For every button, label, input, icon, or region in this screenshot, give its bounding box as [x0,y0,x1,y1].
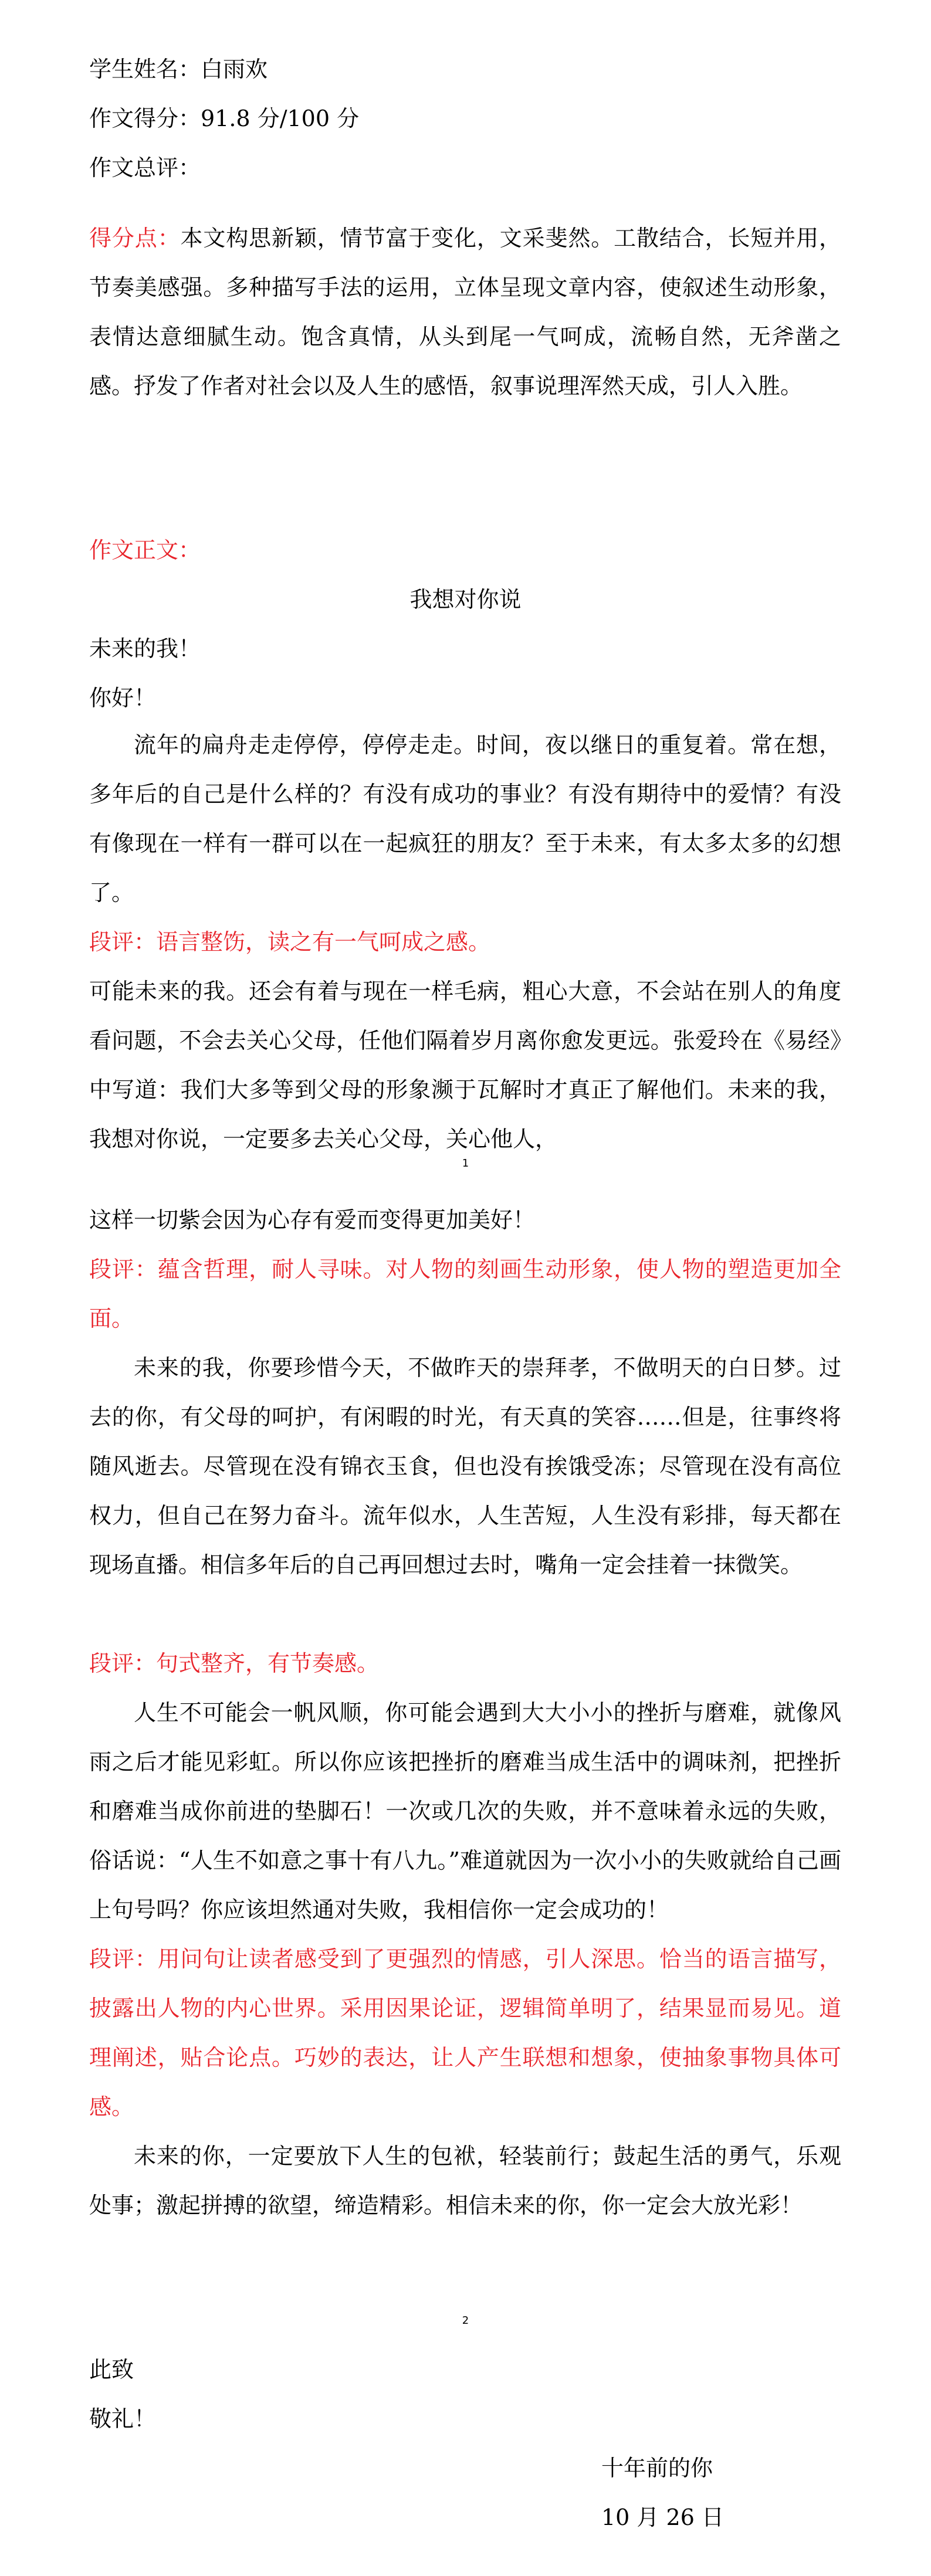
scoring-points-text: 本文构思新颖，情节富于变化，文采斐然。工散结合，长短并用，节奏美感强。多种描写手法的运用，立体呈现文章内容，使叙述生动形象，表情达意细腻生动。饱含真情，从头到尾一气呵成，流畅自然，无斧凿之感。抒发了作者对社会以及人生的感悟，叙事说理浑然天成，引人入胜。 [89,225,841,399]
salutation-hello: 你好！ [89,685,157,711]
essay-score: 作文得分：91.8 分/100 分 [89,106,360,131]
essay-paragraph-1: 流年的扁舟走走停停，停停走走。时间，夜以继日的重复着。常在想，多年后的自己是什么样的？有没有成功的事业？有没有期待中的爱情？有没有像现在一样有一群可以在一起疯狂的朋友？至于未来，有太多太多的幻想了。 [89,732,841,906]
signature-date: 10 月 26 日 [601,2504,724,2530]
page-number-2: 2 [462,2314,469,2327]
page-number-1: 1 [462,1157,469,1170]
essay-paragraph-2a: 可能未来的我。还会有着与现在一样毛病，粗心大意，不会站在别人的角度看问题，不会去关心父母，任他们隔着岁月离你愈发更远。张爱玲在《易经》中写道：我们大多等到父母的形象濒于瓦解时才真正了解他们。未来的我，我想对你说，一定要多去关心父母，关心他人， [89,978,841,1152]
essay-paragraph-3: 未来的我，你要珍惜今天，不做昨天的崇拜孝，不做明天的白日梦。过去的你，有父母的呵护，有闲暇的时光，有天真的笑容……但是，往事终将随风逝去。尽管现在没有锦衣玉食，但也没有挨饿受冻；尽管现在没有高位权力，但自己在努力奋斗。流年似水，人生苦短，人生没有彩排，每天都在现场直播。相信多年后的自己再回想过去时，嘴角一定会挂着一抹微笑。 [89,1355,841,1578]
scoring-points-paragraph [89,213,841,411]
closing-cizhi: 此致 [89,2357,134,2382]
student-name: 学生姓名：白雨欢 [89,56,268,82]
essay-paragraph-4: 人生不可能会一帆风顺，你可能会遇到大大小小的挫折与磨难，就像风雨之后才能见彩虹。所以你应该把挫折的磨难当成生活中的调味剂，把挫折和磨难当成你前进的垫脚石！一次或几次的失败，并不意味着永远的失败，俗话说：“人生不如意之事十有八九。”难道就因为一次小小的失败就给自己画上句号吗？你应该坦然通对失败，我相信你一定会成功的！ [89,1700,841,1923]
closing-jingli: 敬礼！ [89,2406,157,2432]
salutation-future-me: 未来的我！ [89,636,201,662]
overall-comment-label: 作文总评： [89,155,201,181]
paragraph-comment-1: 段评：语言整饬，读之有一气呵成之感。 [89,929,491,955]
essay-section-label: 作文正文： [89,537,201,563]
scoring-points-label: 得分点： [89,225,181,251]
essay-paragraph-2b: 这样一切紫会因为心存有爱而变得更加美好！ [89,1207,536,1233]
paragraph-comment-3: 段评：句式整齐，有节奏感。 [89,1650,380,1676]
essay-title: 我想对你说 [409,587,522,612]
paragraph-comment-2: 段评：蕴含哲理，耐人寻味。对人物的刻画生动形象，使人物的塑造更加全面。 [89,1256,841,1331]
signature: 十年前的你 [601,2455,713,2481]
paragraph-comment-4: 段评：用问句让读者感受到了更强烈的情感，引人深思。恰当的语言描写，披露出人物的内心世界。采用因果论证，逻辑简单明了，结果显而易见。道理阐述，贴合论点。巧妙的表达，让人产生联想和想象，使抽象事物具体可感。 [89,1946,841,2120]
essay-paragraph-5: 未来的你，一定要放下人生的包袱，轻装前行；鼓起生活的勇气，乐观处事；激起拼搏的欲望，缔造精彩。相信未来的你，你一定会大放光彩！ [89,2143,841,2218]
